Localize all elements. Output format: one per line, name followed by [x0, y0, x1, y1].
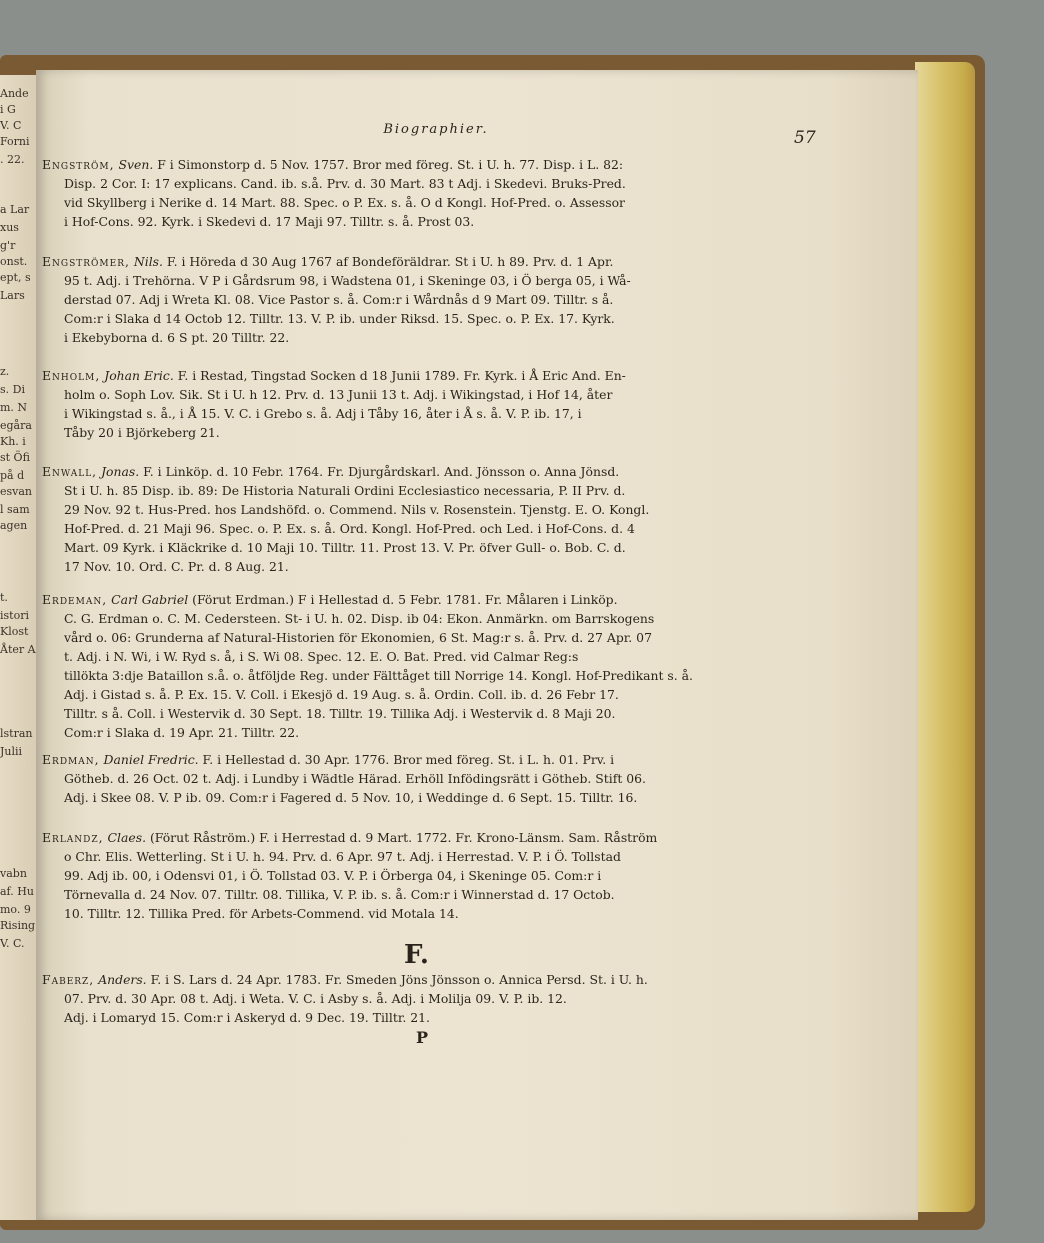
entry-line	[42, 828, 822, 847]
entry-line: 10. Tilltr. 12. Tillika Pred. för Arbets-Commend. vid Motala 14.	[64, 906, 459, 921]
entry-line: 95 t. Adj. i Trehörna. V P i Gårdsrum 98, i Wadstena 01, i Skeninge 03, i Ö berga 05, i Wå-	[64, 273, 631, 288]
left-page-fragment: mo. 9	[0, 903, 31, 916]
left-page-fragment: Forni	[0, 135, 30, 148]
entry-line: 99. Adj ib. 00, i Odensvi 01, i Ö. Tollstad 03. V. P. i Örberga 04, i Skeninge 05. Com:r i	[64, 868, 602, 883]
entry-line: Disp. 2 Cor. I: 17 explicans. Cand. ib. s.å. Prv. d. 30 Mart. 83 t Adj. i Skedevi. Bruks-Pred.	[64, 176, 626, 191]
entry-line: vård o. 06: Grunderna af Natural-Historien för Ekonomien, 6 St. Mag:r s. å. Prv. d. 27 Apr. 07	[64, 630, 652, 645]
entry-line: Tåby 20 i Björkeberg 21.	[64, 425, 220, 440]
left-page-fragment: Åter A	[0, 643, 36, 656]
entry-text: F. i Linköp. d. 10 Febr. 1764. Fr. Djurgårdskarl. And. Jönsson o. Anna Jönsd.	[143, 464, 620, 479]
page-edges	[915, 62, 975, 1212]
entry-text: F i Simonstorp d. 5 Nov. 1757. Bror med föreg. St. i U. h. 77. Disp. i L. 82:	[157, 157, 624, 172]
left-page-fragment: af. Hu	[0, 885, 34, 898]
entry-line: Hof-Pred. d. 21 Maji 96. Spec. o. P. Ex. s. å. Ord. Kongl. Hof-Pred. och Led. i Hof-Cons. d. 4	[64, 521, 635, 536]
entry-given-name: Carl Gabriel	[111, 592, 189, 607]
entry-line: i Hof-Cons. 92. Kyrk. i Skedevi d. 17 Maji 97. Tilltr. s. å. Prost 03.	[64, 214, 475, 229]
entry-line: Törnevalla d. 24 Nov. 07. Tilltr. 08. Tillika, V. P. ib. s. å. Com:r i Winnerstad d. 17 Octob.	[64, 887, 615, 902]
left-page-fragment: onst.	[0, 255, 28, 268]
left-page-fragment: agen	[0, 519, 28, 532]
biography-entry	[42, 970, 822, 1027]
left-page-fragment: z.	[0, 365, 10, 378]
entry-line: tillökta 3:dje Bataillon s.å. o. åtföljde Reg. under Fälttåget till Norrige 14. Kongl. Hof-Predikant s. å.	[64, 668, 693, 683]
entry-surname: Erdeman,	[42, 592, 108, 607]
left-page-fragment: Rising	[0, 919, 36, 932]
entry-surname: Erdman,	[42, 752, 100, 767]
entry-surname: Erlandz,	[42, 830, 104, 845]
left-page-fragment: istori	[0, 609, 29, 622]
entry-line: vid Skyllberg i Nerike d. 14 Mart. 88. Spec. o P. Ex. s. å. O d Kongl. Hof-Pred. o. Assessor	[64, 195, 625, 210]
entry-line	[42, 155, 822, 174]
left-page-fragment: m. N	[0, 401, 28, 414]
entry-given-name: Sven.	[118, 157, 154, 172]
entry-surname: Engström,	[42, 157, 115, 172]
entry-text: (Förut Erdman.) F i Hellestad d. 5 Febr. 1781. Fr. Målaren i Linköp.	[192, 592, 618, 607]
entry-surname: Engströmer,	[42, 254, 130, 269]
entry-text: F. i Restad, Tingstad Socken d 18 Junii 1789. Fr. Kyrk. i Å Eric And. En-	[177, 368, 626, 383]
left-page-fragment: vabn	[0, 867, 27, 880]
left-page-fragment: Klost	[0, 625, 29, 638]
entry-line: 07. Prv. d. 30 Apr. 08 t. Adj. i Weta. V. C. i Asby s. å. Adj. i Molilja 09. V. P. ib. 12.	[64, 991, 567, 1006]
entry-given-name: Johan Eric.	[104, 368, 174, 383]
left-page-fragment: Ande	[0, 87, 29, 100]
entry-text: F. i Höreda d 30 Aug 1767 af Bondeföräldrar. St i U. h 89. Prv. d. 1 Apr.	[166, 254, 614, 269]
left-page-fragment: Lars	[0, 289, 25, 302]
entry-line: Mart. 09 Kyrk. i Kläckrike d. 10 Maji 10. Tilltr. 11. Prost 13. V. Pr. öfver Gull- o. Bob. C. d.	[64, 540, 626, 555]
left-page-fragment: l sam	[0, 503, 30, 516]
left-page-fragment: V. C.	[0, 937, 25, 950]
entry-line: Adj. i Lomaryd 15. Com:r i Askeryd d. 9 Dec. 19. Tilltr. 21.	[64, 1010, 430, 1025]
biography-entry	[42, 462, 822, 576]
entry-given-name: Nils.	[133, 254, 163, 269]
left-page-fragment: V. C	[0, 119, 22, 132]
left-page-fragment: t.	[0, 591, 8, 604]
left-page-fragment: lstran	[0, 727, 33, 740]
left-page	[0, 75, 38, 1220]
biography-entry	[42, 252, 822, 347]
biography-entry	[42, 590, 822, 742]
entry-line: i Wikingstad s. å., i Å 15. V. C. i Grebo s. å. Adj i Tåby 16, åter i Å s. å. V. P. ib. 17, i	[64, 406, 582, 421]
entry-given-name: Jonas.	[101, 464, 140, 479]
left-page-fragment: st Öfi	[0, 451, 30, 464]
entry-line: 17 Nov. 10. Ord. C. Pr. d. 8 Aug. 21.	[64, 559, 289, 574]
entry-line: o Chr. Elis. Wetterling. St i U. h. 94. Prv. d. 6 Apr. 97 t. Adj. i Herrestad. V. P. i Ö. Tollstad	[64, 849, 621, 864]
entry-line	[42, 252, 822, 271]
left-page-fragment: xus	[0, 221, 19, 234]
entry-line	[42, 366, 822, 385]
entry-line	[42, 462, 822, 481]
entry-line	[42, 590, 822, 609]
left-page-fragment: Kh. i	[0, 435, 26, 448]
entry-surname: Enholm,	[42, 368, 101, 383]
biography-entry	[42, 155, 822, 231]
running-head: Biographier.	[383, 122, 489, 137]
entry-line: 29 Nov. 92 t. Hus-Pred. hos Landshöfd. o. Commend. Nils v. Rosenstein. Tjenstg. E. O. Kongl.	[64, 502, 650, 517]
entry-line: St i U. h. 85 Disp. ib. 89: De Historia Naturali Ordini Ecclesiastico necessaria, P. II Prv. d.	[64, 483, 626, 498]
entry-text: (Förut Råström.) F. i Herrestad d. 9 Mart. 1772. Fr. Krono-Länsm. Sam. Råström	[149, 830, 658, 845]
entry-line: t. Adj. i N. Wi, i W. Ryd s. å, i S. Wi 08. Spec. 12. E. O. Bat. Pred. vid Calmar Reg:s	[64, 649, 579, 664]
entry-text: F. i S. Lars d. 24 Apr. 1783. Fr. Smeden Jöns Jönsson o. Annica Persd. St. i U. h.	[150, 972, 648, 987]
left-page-fragment: a Lar	[0, 203, 30, 216]
page-number: 57	[794, 128, 816, 148]
entry-given-name: Daniel Fredric.	[103, 752, 199, 767]
left-page-fragment: på d	[0, 469, 25, 482]
entry-line: C. G. Erdman o. C. M. Cedersteen. St- i U. h. 02. Disp. ib 04: Ekon. Anmärkn. om Barrskogens	[64, 611, 655, 626]
entry-surname: Faberz,	[42, 972, 95, 987]
left-page-fragment: egåra	[0, 419, 32, 432]
entry-line: derstad 07. Adj i Wreta Kl. 08. Vice Pastor s. å. Com:r i Wårdnås d 9 Mart 09. Tilltr. s å.	[64, 292, 614, 307]
entry-line	[42, 750, 822, 769]
left-page-fragment: . 22.	[0, 153, 25, 166]
biography-entry	[42, 750, 822, 807]
entry-line: Götheb. d. 26 Oct. 02 t. Adj. i Lundby i Wädtle Härad. Erhöll Infödingsrätt i Götheb. Stift 06.	[64, 771, 646, 786]
entry-line: Com:r i Slaka d. 19 Apr. 21. Tilltr. 22.	[64, 725, 300, 740]
biography-entry	[42, 828, 822, 923]
left-page-fragment: g'r	[0, 239, 16, 252]
right-page	[36, 70, 918, 1220]
left-page-fragment: i G	[0, 103, 16, 116]
entry-surname: Enwall,	[42, 464, 98, 479]
entry-given-name: Claes.	[107, 830, 147, 845]
left-page-fragment: s. Di	[0, 383, 25, 396]
entry-text: F. i Hellestad d. 30 Apr. 1776. Bror med föreg. St. i L. h. 01. Prv. i	[202, 752, 615, 767]
entry-line: Adj. i Gistad s. å. P. Ex. 15. V. Coll. i Ekesjö d. 19 Aug. s. å. Ordin. Coll. ib. d. 26 Febr 17.	[64, 687, 619, 702]
entry-given-name: Anders.	[98, 972, 147, 987]
left-page-fragment: ept, s	[0, 271, 31, 284]
biography-entry	[42, 366, 822, 442]
entry-line: Com:r i Slaka d 14 Octob 12. Tilltr. 13. V. P. ib. under Riksd. 15. Spec. o. P. Ex. 17. Kyrk.	[64, 311, 615, 326]
entry-line	[42, 970, 822, 989]
entry-line: i Ekebyborna d. 6 S pt. 20 Tilltr. 22.	[64, 330, 290, 345]
left-page-fragment: esvan	[0, 485, 33, 498]
entry-line: Tilltr. s å. Coll. i Westervik d. 30 Sept. 18. Tilltr. 19. Tillika Adj. i Westervik d. 8 Maji 20.	[64, 706, 616, 721]
left-page-fragment: Julii	[0, 745, 23, 758]
entry-line: holm o. Soph Lov. Sik. St i U. h 12. Prv. d. 13 Junii 13 t. Adj. i Wikingstad, i Hof 14, åter	[64, 387, 613, 402]
section-letter: F.	[404, 940, 429, 970]
signature-mark: P	[416, 1028, 429, 1047]
entry-line: Adj. i Skee 08. V. P ib. 09. Com:r i Fagered d. 5 Nov. 10, i Weddinge d. 6 Sept. 15. Tilltr. 16.	[64, 790, 638, 805]
